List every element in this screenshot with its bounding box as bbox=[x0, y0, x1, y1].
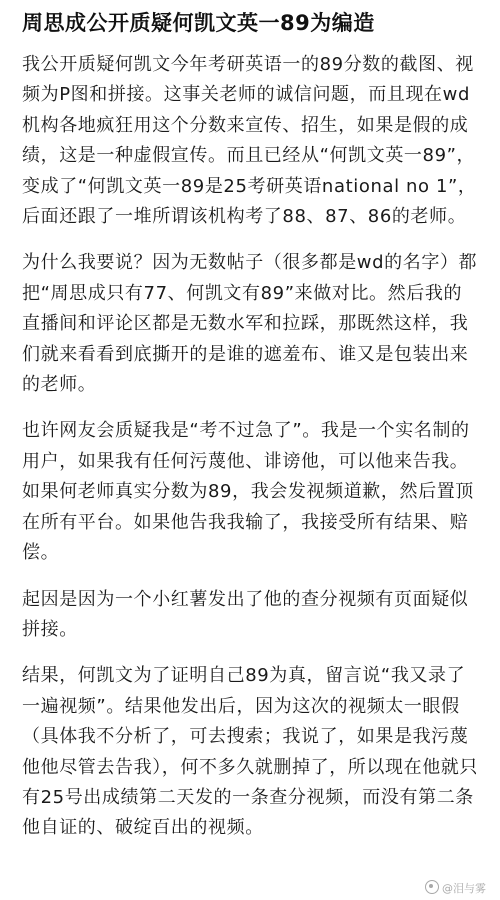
paragraph-5: 结果，何凯文为了证明自己89为真，留言说“我又录了一遍视频”。结果他发出后，因为这次的视频太一眼假（具体我不分析了，可去搜索；我说了，如果是我污蔑他他尽管去告我），何不多久就删掉了，所以现在他就只有25号出成绩第二天发的一条查分视频，而没有第二条他自证的、破绽百出的视频。 bbox=[22, 665, 478, 839]
weibo-logo-icon bbox=[425, 880, 439, 894]
post-title: 周思成公开质疑何凯文英一89为编造 bbox=[22, 11, 375, 35]
paragraph-4: 起因是因为一个小红薯发出了他的查分视频有页面疑似拼接。 bbox=[22, 588, 469, 640]
paragraph-3: 也许网友会质疑我是“考不过急了”。我是一个实名制的用户，如果我有任何污蔑他、诽谤他，可以他来告我。如果何老师真实分数为89，我会发视频道歉，然后置顶在所有平台。如果他告我我输了，我接受所有结果、赔偿。 bbox=[22, 420, 474, 564]
watermark bbox=[425, 880, 486, 896]
paragraph-1: 我公开质疑何凯文今年考研英语一的89分数的截图、视频为P图和拼接。这事关老师的诚信问题，而且现在wd机构各地疯狂用这个分数来宣传、招生，如果是假的成绩，这是一种虚假宣传。而且已经从“何凯文英一89”，变成了“何凯文英一89是25考研英语national no 1”，后面还跟了一堆所谓该机构考了88、87、86的老师。 bbox=[22, 54, 477, 228]
watermark-text: @泪与雾 bbox=[442, 882, 486, 895]
paragraph-2: 为什么我要说？因为无数帖子（很多都是wd的名字）都把“周思成只有77、何凯文有89”来做对比。然后我的直播间和评论区都是无数水军和拉踩，那既然这样，我们就来看看到底撕开的是谁的遮羞布、谁又是包装出来的老师。 bbox=[22, 252, 478, 396]
